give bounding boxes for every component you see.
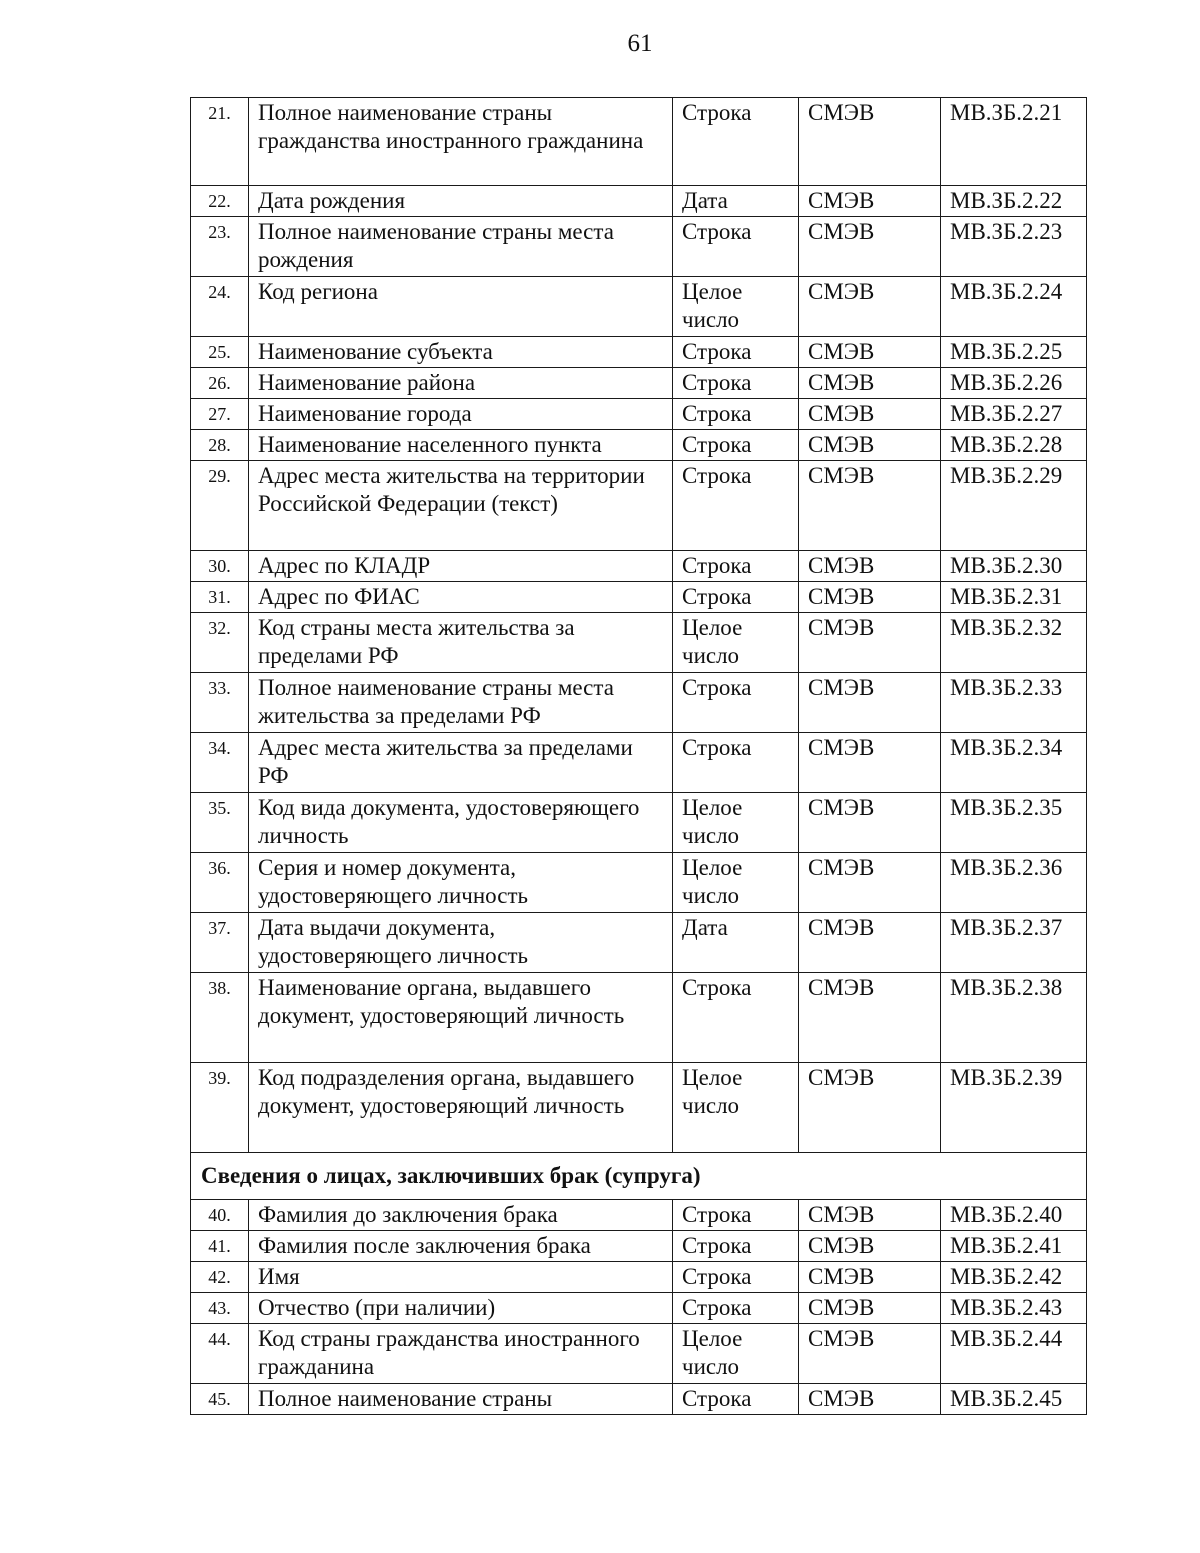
- field-type: Строка: [673, 217, 799, 277]
- row-number: 41.: [191, 1231, 249, 1262]
- field-source: СМЭВ: [799, 186, 941, 217]
- field-type: Целое число: [673, 793, 799, 853]
- field-source: СМЭВ: [799, 399, 941, 430]
- field-name: Полное наименование страны места рождения: [249, 217, 673, 277]
- field-code: МВ.ЗБ.2.33: [941, 673, 1087, 733]
- row-number: 34.: [191, 733, 249, 793]
- field-code: МВ.ЗБ.2.40: [941, 1200, 1087, 1231]
- field-type: Дата: [673, 913, 799, 973]
- field-code: МВ.ЗБ.2.27: [941, 399, 1087, 430]
- field-type: Дата: [673, 186, 799, 217]
- field-source: СМЭВ: [799, 733, 941, 793]
- table-row: [191, 399, 1087, 430]
- field-source: СМЭВ: [799, 853, 941, 913]
- field-name: Серия и номер документа, удостоверяющего личность: [249, 853, 673, 913]
- field-name: Адрес по КЛАДР: [249, 551, 673, 582]
- field-source: СМЭВ: [799, 1384, 941, 1415]
- row-number: 38.: [191, 973, 249, 1063]
- field-type: Строка: [673, 1231, 799, 1262]
- field-name: Имя: [249, 1262, 673, 1293]
- row-number: 37.: [191, 913, 249, 973]
- field-name: Полное наименование страны гражданства иностранного гражданина: [249, 98, 673, 186]
- field-code: МВ.ЗБ.2.36: [941, 853, 1087, 913]
- field-name: Полное наименование страны: [249, 1384, 673, 1415]
- field-code: МВ.ЗБ.2.30: [941, 551, 1087, 582]
- page-number: 61: [627, 30, 653, 57]
- table-row: [191, 461, 1087, 551]
- row-number: 30.: [191, 551, 249, 582]
- row-number: 27.: [191, 399, 249, 430]
- row-number: 42.: [191, 1262, 249, 1293]
- field-code: МВ.ЗБ.2.23: [941, 217, 1087, 277]
- table-row: [191, 217, 1087, 277]
- field-code: МВ.ЗБ.2.26: [941, 368, 1087, 399]
- field-type: Строка: [673, 1200, 799, 1231]
- table-row: [191, 277, 1087, 337]
- field-code: МВ.ЗБ.2.35: [941, 793, 1087, 853]
- field-type: Строка: [673, 582, 799, 613]
- row-number: 43.: [191, 1293, 249, 1324]
- field-name: Полное наименование страны места жительства за пределами РФ: [249, 673, 673, 733]
- data-table: [190, 97, 1087, 1415]
- field-source: СМЭВ: [799, 1293, 941, 1324]
- field-source: СМЭВ: [799, 582, 941, 613]
- field-code: МВ.ЗБ.2.37: [941, 913, 1087, 973]
- section-title: Сведения о лицах, заключивших брак (супруга): [191, 1153, 1087, 1200]
- field-type: Строка: [673, 461, 799, 551]
- field-name: Код вида документа, удостоверяющего личность: [249, 793, 673, 853]
- field-code: МВ.ЗБ.2.32: [941, 613, 1087, 673]
- field-source: СМЭВ: [799, 673, 941, 733]
- field-name: Адрес по ФИАС: [249, 582, 673, 613]
- row-number: 44.: [191, 1324, 249, 1384]
- field-type: Строка: [673, 551, 799, 582]
- row-number: 33.: [191, 673, 249, 733]
- field-source: СМЭВ: [799, 217, 941, 277]
- field-name: Адрес места жительства на территории Российской Федерации (текст): [249, 461, 673, 551]
- row-number: 35.: [191, 793, 249, 853]
- row-number: 22.: [191, 186, 249, 217]
- field-source: СМЭВ: [799, 793, 941, 853]
- field-type: Строка: [673, 430, 799, 461]
- field-type: Строка: [673, 973, 799, 1063]
- row-number: 32.: [191, 613, 249, 673]
- row-number: 40.: [191, 1200, 249, 1231]
- field-type: Строка: [673, 1262, 799, 1293]
- field-type: Строка: [673, 733, 799, 793]
- table-row: [191, 1384, 1087, 1415]
- field-name: Код страны места жительства за пределами РФ: [249, 613, 673, 673]
- field-source: СМЭВ: [799, 337, 941, 368]
- row-number: 28.: [191, 430, 249, 461]
- field-source: СМЭВ: [799, 1324, 941, 1384]
- table-row: [191, 1324, 1087, 1384]
- field-name: Наименование города: [249, 399, 673, 430]
- field-type: Целое число: [673, 853, 799, 913]
- field-type: Строка: [673, 1384, 799, 1415]
- field-name: Фамилия до заключения брака: [249, 1200, 673, 1231]
- field-source: СМЭВ: [799, 461, 941, 551]
- field-name: Дата выдачи документа, удостоверяющего личность: [249, 913, 673, 973]
- table-row: [191, 733, 1087, 793]
- field-name: Код страны гражданства иностранного гражданина: [249, 1324, 673, 1384]
- field-name: Код региона: [249, 277, 673, 337]
- table-row: [191, 1262, 1087, 1293]
- field-name: Код подразделения органа, выдавшего документ, удостоверяющий личность: [249, 1063, 673, 1153]
- field-type: Строка: [673, 368, 799, 399]
- table-row: [191, 913, 1087, 973]
- table-row: [191, 337, 1087, 368]
- field-source: СМЭВ: [799, 613, 941, 673]
- field-code: МВ.ЗБ.2.29: [941, 461, 1087, 551]
- field-source: СМЭВ: [799, 1063, 941, 1153]
- field-code: МВ.ЗБ.2.45: [941, 1384, 1087, 1415]
- field-type: Строка: [673, 1293, 799, 1324]
- field-source: СМЭВ: [799, 551, 941, 582]
- table-row: [191, 430, 1087, 461]
- row-number: 31.: [191, 582, 249, 613]
- table-row: [191, 1231, 1087, 1262]
- field-source: СМЭВ: [799, 1200, 941, 1231]
- field-code: МВ.ЗБ.2.38: [941, 973, 1087, 1063]
- field-name: Наименование района: [249, 368, 673, 399]
- field-name: Фамилия после заключения брака: [249, 1231, 673, 1262]
- table-row: [191, 582, 1087, 613]
- field-code: МВ.ЗБ.2.39: [941, 1063, 1087, 1153]
- field-source: СМЭВ: [799, 1231, 941, 1262]
- field-source: СМЭВ: [799, 98, 941, 186]
- row-number: 45.: [191, 1384, 249, 1415]
- field-code: МВ.ЗБ.2.28: [941, 430, 1087, 461]
- field-name: Наименование органа, выдавшего документ, удостоверяющий личность: [249, 973, 673, 1063]
- field-code: МВ.ЗБ.2.25: [941, 337, 1087, 368]
- table-row: [191, 793, 1087, 853]
- field-code: МВ.ЗБ.2.24: [941, 277, 1087, 337]
- field-code: МВ.ЗБ.2.31: [941, 582, 1087, 613]
- row-number: 24.: [191, 277, 249, 337]
- table-row: [191, 613, 1087, 673]
- table-body-top: [191, 98, 1087, 1153]
- field-source: СМЭВ: [799, 1262, 941, 1293]
- row-number: 25.: [191, 337, 249, 368]
- field-code: МВ.ЗБ.2.22: [941, 186, 1087, 217]
- field-name: Адрес места жительства за пределами РФ: [249, 733, 673, 793]
- row-number: 23.: [191, 217, 249, 277]
- row-number: 39.: [191, 1063, 249, 1153]
- field-code: МВ.ЗБ.2.34: [941, 733, 1087, 793]
- table-row: [191, 1063, 1087, 1153]
- table-row: [191, 853, 1087, 913]
- field-source: СМЭВ: [799, 368, 941, 399]
- table-row: [191, 1293, 1087, 1324]
- table-row: [191, 551, 1087, 582]
- field-type: Целое число: [673, 1063, 799, 1153]
- section-header-row: [191, 1153, 1087, 1200]
- field-type: Строка: [673, 337, 799, 368]
- field-type: Целое число: [673, 1324, 799, 1384]
- field-code: МВ.ЗБ.2.21: [941, 98, 1087, 186]
- table-row: [191, 673, 1087, 733]
- field-type: Строка: [673, 399, 799, 430]
- row-number: 29.: [191, 461, 249, 551]
- field-code: МВ.ЗБ.2.42: [941, 1262, 1087, 1293]
- field-source: СМЭВ: [799, 277, 941, 337]
- table-row: [191, 98, 1087, 186]
- field-name: Отчество (при наличии): [249, 1293, 673, 1324]
- field-source: СМЭВ: [799, 913, 941, 973]
- table-row: [191, 1200, 1087, 1231]
- field-source: СМЭВ: [799, 973, 941, 1063]
- table-row: [191, 973, 1087, 1063]
- field-name: Дата рождения: [249, 186, 673, 217]
- row-number: 21.: [191, 98, 249, 186]
- field-type: Строка: [673, 673, 799, 733]
- field-name: Наименование субъекта: [249, 337, 673, 368]
- field-name: Наименование населенного пункта: [249, 430, 673, 461]
- field-code: МВ.ЗБ.2.44: [941, 1324, 1087, 1384]
- field-type: Целое число: [673, 613, 799, 673]
- field-code: МВ.ЗБ.2.43: [941, 1293, 1087, 1324]
- section-header-group: [191, 1153, 1087, 1200]
- table-row: [191, 368, 1087, 399]
- table-body-bottom: [191, 1200, 1087, 1415]
- table-row: [191, 186, 1087, 217]
- field-type: Целое число: [673, 277, 799, 337]
- field-source: СМЭВ: [799, 430, 941, 461]
- row-number: 26.: [191, 368, 249, 399]
- field-code: МВ.ЗБ.2.41: [941, 1231, 1087, 1262]
- field-type: Строка: [673, 98, 799, 186]
- row-number: 36.: [191, 853, 249, 913]
